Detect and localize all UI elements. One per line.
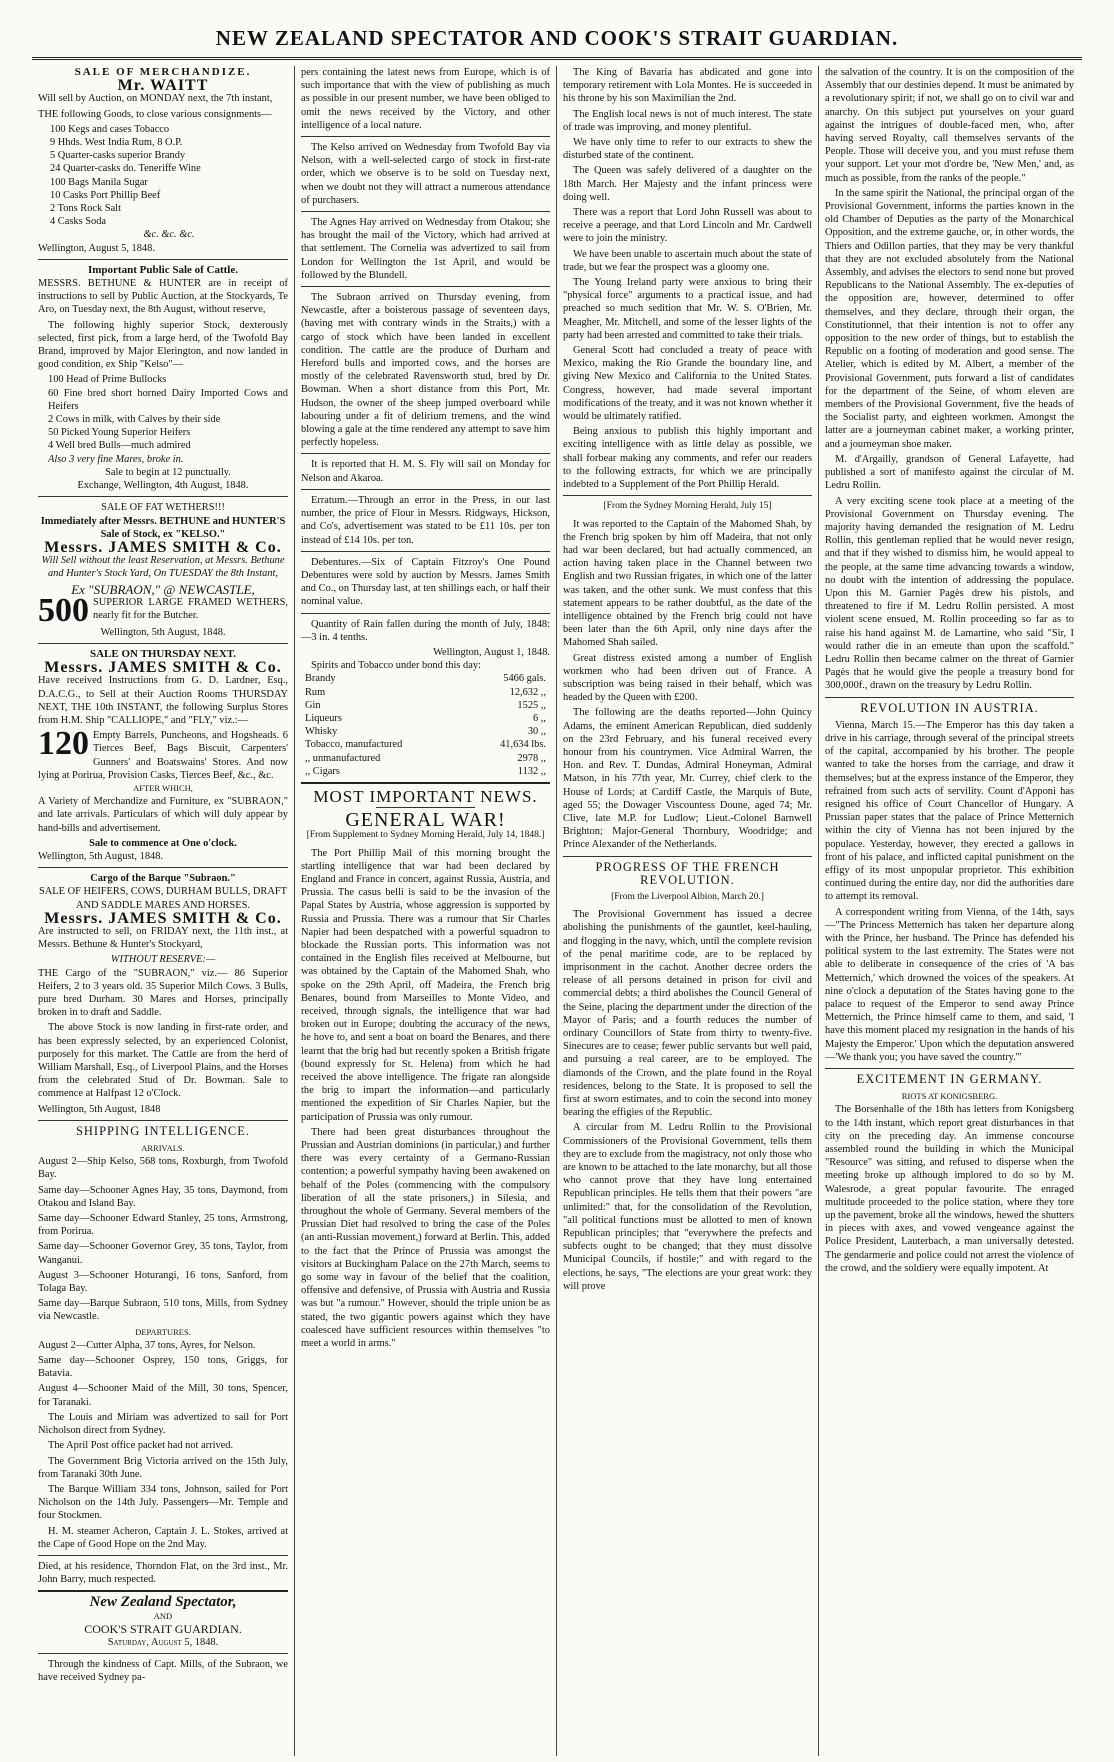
dateline: Exchange, Wellington, 4th August, 1848. bbox=[77, 480, 249, 492]
column-2 bbox=[294, 66, 556, 1756]
list-item: August 2—Ship Kelso, 568 tons, Roxburgh, from Twofold Bay. bbox=[38, 1156, 288, 1181]
paragraph: Great distress existed among a number of English workmen who had been driven out of France. A subscription was being raised in their behalf, which was headed by the Queen with £200. bbox=[563, 652, 812, 704]
divider bbox=[38, 496, 288, 497]
divider bbox=[38, 1590, 288, 1592]
divider bbox=[301, 782, 550, 784]
dateline: Wellington, August 1, 1848. bbox=[433, 646, 550, 658]
table-row: Brandy 5466 gals. bbox=[305, 673, 546, 685]
column-3 bbox=[556, 66, 818, 1756]
section-header-french: PROGRESS OF THE FRENCH REVOLUTION. bbox=[595, 859, 780, 887]
paragraph: The Kelso arrived on Wednesday from Twofold Bay via Nelson, with a well-selected cargo of stock in first-rate order, which we observe is to be sold on Tuesday next, when we doubt not they will attract a numerous attendance of purchasers. bbox=[301, 142, 550, 206]
smith-body: Are instructed to sell, on FRIDAY next, the 11th inst., at Messrs. Bethune & Hunter's Stockyard, bbox=[38, 925, 288, 951]
sale-time: Sale to commence at One o'clock. bbox=[89, 837, 237, 849]
fat-subheader: Immediately after Messrs. BETHUNE and HUNTER'S Sale of Stock, ex "KELSO." bbox=[40, 515, 286, 540]
paragraph: The Port Phillip Mail of this morning brought the startling intelligence that war had been declared by England and France in concert, against Russia, Austria, and Prussia. The casus belli is said to be the invasion of the Papal States by Austria, whose aggression is supported by Russia and Prussia. There was a rumour that Sir Charles Napier had been despatched with a powerful squadron to blockade the Russian ports. This information was not contained in the English files received at Melbourne, but was obtained by the Captain of the Mahomed Shah, who spoke on the 29th April, off Madeira, the French brig Benares, bound from Marseilles to Monte Video, and received, through signals, the intelligence that war had broken out in Europe; doubting the accuracy of the news, he hove to, and sent a boat on board the Benares, and there learnt that the brig had but recently spoken a British frigate (bound expressly for St. Helena) from which he had received the above intelligence. The frigate ran alongside the brig to impart the information—and particularly mentioned the expedition of Sir Charles Napier, but the participation of Prussia was only rumour. bbox=[301, 847, 550, 1123]
divider bbox=[301, 453, 550, 454]
divider bbox=[825, 697, 1074, 698]
paragraph: The following are the deaths reported—John Quincy Adams, the eminent American Republican, died suddenly on the 23rd February, and his funeral received every honour from his countrymen. Vice Admiral Warren, the Hon. and Rev. T. Dundas, Admiral Honeyman, Admiral Matson, in his 77th year, Mr. Currey, chief clerk to the House of Lords; at Cardiff Castle, the Marquis of Bute, aged 55; the Dowager Viscountess Doune, aged 74; Mr. Clive, late M.P. for Ludlow; Lieut.-Colonel Barnwell Brighton; Major-General Thornbury, Woodridge; and Prince Alexander of the Netherlands. bbox=[563, 707, 812, 851]
list-item: The Barque William 334 tons, Johnson, sailed for Port Nicholson on the 14th July. Passengers—Mr. Temple and four Stockmen. bbox=[38, 1483, 288, 1522]
paper-and: AND bbox=[153, 1610, 173, 1621]
paragraph: A very exciting scene took place at a meeting of the Provisional Government on Thursday evening. The majority having demanded the resignation of M. Ledru Rollin, this gentleman replied that he would never resign, and that if they wished to dismiss him, he would appeal to the people, at the same time advancing towards a window, no doubt with the intention of addressing the populace. Upon this M. Garnier Pagès drew his pistols, and threatened to fire if M. Ledru Rollin persisted. A most violent scene ensued, M. Rollin proceeding so far as to raise his hand against M. de Lamartine, who said "Sir, I would rather die in an emeute than upon the scaffold." Ledru Rollin then became calmer on the threat of Garnier Pagès that he would give the people a treasury bond for 300,000f., drawn on the treasury by Ledru Rollin. bbox=[825, 495, 1074, 692]
paragraph: Erratum.—Through an error in the Press, in our last number, the price of Flour in Messrs. Ridgways, Hickson, and Co's, advertisement was stated to be £11 10s. per ton instead of £14 10s. per ton. bbox=[301, 494, 550, 546]
list-item: August 2—Cutter Alpha, 37 tons, Ayres, for Nelson. bbox=[38, 1339, 256, 1351]
divider bbox=[38, 1120, 288, 1121]
leader-paragraph: Through the kindness of Capt. Mills, of the Subraon, we have received Sydney pa- bbox=[38, 1659, 288, 1684]
list-item: The Government Brig Victoria arrived on the 15th July, from Taranaki 30th June. bbox=[38, 1455, 288, 1480]
paragraph: It is reported that H. M. S. Fly will sail on Monday for Nelson and Akaroa. bbox=[301, 459, 550, 484]
paragraph: The King of Bavaria has abdicated and gone into temporary retirement with Lola Montes. He is succeeded in his throne by his son Maximilian the 2nd. bbox=[563, 67, 812, 105]
divider bbox=[38, 867, 288, 868]
list-item: The April Post office packet had not arrived. bbox=[48, 1440, 234, 1452]
paragraph: We have only time to refer to our extracts to shew the disturbed state of the continent. bbox=[563, 137, 812, 162]
paragraph: The Young Ireland party were anxious to bring their "physical force" arguments to a practical issue, and had preached so much sedition that Mr. W. S. O'Brien, Mr. Meagher, Mr. Mitchell, and some of the lesser lights of the party had been arrested and committed to take their trials. bbox=[563, 277, 812, 341]
table-row: ,, unmanufactured 2978 ,, bbox=[305, 752, 546, 764]
dateline: Wellington, 5th August, 1848. bbox=[38, 850, 164, 862]
column-1 bbox=[32, 66, 294, 1756]
lot-description: SUPERIOR LARGE FRAMED WETHERS, nearly fit for the Butcher. bbox=[93, 596, 288, 621]
list-item: Same day—Barque Subraon, 510 tons, Mills, from Sydney via Newcastle. bbox=[38, 1298, 288, 1323]
divider bbox=[563, 495, 812, 496]
dateline: Wellington, 5th August, 1848 bbox=[38, 1103, 161, 1115]
after-which-body: A Variety of Merchandize and Furniture, ex "SUBRAON," and late arrivals. Particulars of which will duly appear by hand-bills and advertisement. bbox=[38, 796, 288, 834]
list-item: The Louis and Miriam was advertized to sail for Port Nicholson direct from Sydney. bbox=[38, 1411, 288, 1437]
sale-header: SALE OF MERCHANDIZE. bbox=[74, 66, 252, 78]
cattle-body-2: The following highly superior Stock, dexterously selected, first pick, from a large herd, of the Twofold Bay Brand, improved by Major Elerington, and now landed in good condition, ex Ship "Kelso"— bbox=[38, 319, 288, 371]
list-item: Same day—Schooner Edward Stanley, 25 tons, Armstrong, from Porirua. bbox=[38, 1213, 288, 1238]
paragraph: Debentures.—Six of Captain Fitzroy's One Pound Debentures were sold by auction by Messrs. James Smith and Co., on Thursday last, at ten shillings each, or half their nominal value. bbox=[301, 556, 550, 608]
paragraph: The Agnes Hay arrived on Wednesday from Otakou; she has brought the mail of the Victory, which had arrived at that settlement. The Cornelia was advertized to sail from London for Wellington the 1st April, and would be followed by the Blundell. bbox=[301, 217, 550, 281]
lot-description: Empty Barrels, Puncheons, and Hogsheads. 6 Tierces Beef, Bags Biscuit, Carpenters' Gunners' and Boatswains' Stores. And now lying at Porirua, Provision Casks, Tierces Beef, &c., &c. bbox=[38, 730, 288, 781]
lot-count: 500 bbox=[38, 591, 89, 629]
paragraph: Quantity of Rain fallen during the month of July, 1848:—3 in. 4 tenths. bbox=[301, 618, 550, 643]
cattle-header: Important Public Sale of Cattle. bbox=[87, 263, 238, 276]
paragraph: the salvation of the country. It is on the composition of the Assembly that our destinies depend. It must be animated by a revolutionary spirit; if not, we shall go on to civil war and anarchy. On this subject put yourselves on your guard against the intrigues of double-faced men, who, after having served Royalty, call themselves servants of the People. Those will deceive you, and you must refuse them your support. Let your mot d'ordre be, 'New Men,' and, as much as possible, from the ranks of the people." bbox=[825, 67, 1074, 184]
list-item: 2 Cows in milk, with Calves by their side bbox=[48, 414, 221, 426]
paper-title: New Zealand Spectator, bbox=[89, 1594, 237, 1611]
headline-most-important: MOST IMPORTANT NEWS. bbox=[313, 786, 538, 806]
column-4 bbox=[818, 66, 1080, 1756]
paragraph: M. d'Argailly, grandson of General Lafayette, had published a sort of manifesto against the circular of M. Ledru Rollin. bbox=[825, 453, 1074, 492]
cattle-body: MESSRS. BETHUNE & HUNTER are in receipt of instructions to sell by Public Auction, at the Stockyards, Te Aro, on Tuesday next, the 8th August, without reserve, bbox=[38, 278, 288, 316]
section-header-austria: REVOLUTION IN AUSTRIA. bbox=[860, 700, 1039, 715]
list-item: August 4—Schooner Maid of the Mill, 30 tons, Spencer, for Taranaki. bbox=[38, 1383, 288, 1408]
departures-label: DEPARTURES. bbox=[135, 1326, 191, 1337]
divider bbox=[301, 136, 550, 137]
paragraph: Being anxious to publish this highly important and exciting intelligence with as little delay as possible, we shall forbear making any comments, and refer our readers to the following extracts, for which we are principally indebted to a Supplement of the Port Phillip Herald. bbox=[563, 426, 812, 491]
dateline: Wellington, August 5, 1848. bbox=[38, 242, 155, 254]
death-notice: Died, at his residence, Thorndon Flat, on the 3rd inst., Mr. John Barry, much respected. bbox=[38, 1560, 288, 1586]
divider bbox=[563, 856, 812, 857]
columns bbox=[32, 66, 1082, 1756]
fat-header: SALE OF FAT WETHERS!!! bbox=[101, 502, 225, 514]
goods-list bbox=[38, 123, 288, 242]
table-row: Gin 1525 ,, bbox=[305, 699, 546, 711]
smith-ship: Ex "SUBRAON," @ NEWCASTLE, bbox=[71, 581, 255, 597]
list-item: 10 Casks Port Phillip Beef bbox=[50, 189, 161, 201]
source-citation: [From Supplement to Sydney Morning Herald, July 14, 1848.] bbox=[306, 830, 545, 841]
divider bbox=[301, 211, 550, 212]
headline-general-war: GENERAL WAR! bbox=[345, 809, 506, 832]
auction-body: THE following Goods, to close various consignments— bbox=[38, 108, 272, 120]
auctioneer-name: Messrs. JAMES SMITH & Co. bbox=[44, 538, 282, 556]
cargo-subheader: SALE OF HEIFERS, COWS, DURHAM BULLS, DRAFT AND SADDLE MARES AND HORSES. bbox=[39, 886, 287, 911]
table-row: Rum 12,632 ,, bbox=[305, 686, 546, 698]
stores-lot bbox=[38, 725, 288, 782]
list-item: 2 Tons Rock Salt bbox=[50, 203, 121, 215]
list-item: Same day—Schooner Osprey, 150 tons, Griggs, for Batavia. bbox=[38, 1355, 288, 1380]
list-item: &c. &c. &c. bbox=[143, 229, 195, 241]
list-item: 100 Head of Prime Bullocks bbox=[48, 374, 167, 386]
divider bbox=[38, 1555, 288, 1556]
dateline: Wellington, 5th August, 1848. bbox=[100, 626, 226, 638]
section-header-germany: EXCITEMENT IN GERMANY. bbox=[856, 1072, 1043, 1087]
paragraph: It was reported to the Captain of the Mahomed Shah, by the French brig spoken by him off Madeira, that not only had war been declared, but had actually commenced, an action having taken place in the Channel between two English and two Russian frigates, in which one of the latter was taken, and the other sunk. We must confess that this statement appears to be rather doubtful, as the date of the intelligence obtained by the French brig could not have been later than the 6th April, only nine days after the Mahomed Shah sailed. bbox=[563, 518, 812, 649]
auction-intro: Will sell by Auction, on MONDAY next, the 7th instant, bbox=[38, 93, 273, 105]
smith-body: Will Sell without the least Reservation, at Messrs. Bethune and Hunter's Stock Yard, On TUESDAY the 8th Instant, bbox=[41, 555, 285, 580]
paragraph: There had been great disturbances throughout the Prussian and Austrian dominions (in particular,) and further there was every certainty of a Germano-Russian contention; a powerful sympathy having been awakened on behalf of the Poles (commencing with the compulsory liberation of all the state prisoners,) in Silesia, and throughout the whole of Germany. Several members of the Prussian Diet had resolved to bring the case of the Poles (an anti-Russian movement,) forward at Berlin. This, added to the fact that the Prince of Prussia was amongst the visitors at Buckingham Palace on the 27th March, seems to go some way in favour of the belief that the coalition, offensive and defensive, of Prussia with Austria and Russia was but "a rumour." However, should the triple union be as stated, the two gigantic powers against which they have coalesced have sufficient resources within themselves "to meet a world in arms." bbox=[301, 1126, 550, 1350]
paragraph: The Queen was safely delivered of a daughter on the 18th March. Her Majesty and the infant princess were doing well. bbox=[563, 165, 812, 203]
auctioneer-name: Messrs. JAMES SMITH & Co. bbox=[44, 909, 282, 927]
list-item: 5 Quarter-casks superior Brandy bbox=[50, 150, 186, 162]
list-item: 100 Kegs and cases Tobacco bbox=[50, 123, 170, 135]
table-row: Whisky 30 ,, bbox=[305, 726, 546, 738]
divider bbox=[301, 489, 550, 490]
list-item: Same day—Schooner Governor Grey, 35 tons, Taylor, from Wanganui. bbox=[38, 1241, 288, 1266]
divider bbox=[301, 551, 550, 552]
cattle-list bbox=[38, 373, 288, 479]
bond-intro: Spirits and Tobacco under bond this day: bbox=[311, 660, 481, 672]
cargo-header: Cargo of the Barque "Subraon." bbox=[90, 873, 236, 885]
table-row: ,, Cigars 1132 ,, bbox=[305, 765, 546, 777]
list-item: 100 Bags Manila Sugar bbox=[50, 176, 148, 188]
lot-count: 120 bbox=[38, 725, 89, 763]
paragraph: The Subraon arrived on Thursday evening, from Newcastle, after a boisterous passage of seventeen days, (having met with contrary winds in the Straits,) with a cargo of stock which have been landed in excellent condition. The cattle are the produce of Durham and Hereford bulls and imported cows, and the horses are mostly of the celebrated Ravensworth stud, bred by Dr. Bowman. When a short distance from this Port, Mr. Hudson, the owner of the sheep jumped overboard while labouring under a fit of delirium tremens, and the wind blowing a gale at the time rendered any attempt to save him perfectly hopeless. bbox=[301, 292, 550, 449]
paragraph: General Scott had concluded a treaty of peace with Mexico, making the Rio Grande the boundary line, and giving New Mexico and California to the United States. Congress, however, had made several important modifications of the treaty, and it was not known whether it would be ultimately ratified. bbox=[563, 345, 812, 423]
list-item: 60 Fine bred short horned Dairy Imported Cows and Heifers bbox=[48, 387, 288, 412]
paragraph: pers containing the latest news from Europe, which is of such importance that with the view of publishing as much as possible in our present number, we have been obliged to omit the news received by the Victory, and other intelligence of a local nature. bbox=[301, 67, 550, 131]
smith-body: Have received Instructions from G. D. Lardner, Esq., D.A.C.G., to Sell at their Auction Rooms THURSDAY NEXT, THE 10th INSTANT, the following Surplus Stores from H.M. Ship "CALLIOPE," and "FLY," viz.:— bbox=[38, 675, 288, 726]
list-item: 50 Picked Young Superior Heifers bbox=[48, 427, 191, 439]
paragraph: There was a report that Lord John Russell was about to receive a peerage, and that Lord Lincoln and Mr. Cardwell were to join the ministry. bbox=[563, 207, 812, 245]
paragraph: A correspondent writing from Vienna, of the 14th, says—"The Princess Metternich has taken her departure along with the Prince, her husband. The Prince has defended his political system to the last extremity. The States were not able to deliberate in consequence of the cries of 'A bas Metternich,' which drowned the voices of the speakers. At nine o'clock a deputation of the States having gone to the palace to request of the Emperor to send away Prince Metternich, the Prince himself came to them, and said, 'I have this moment placed my resignation in the hands of his Majesty the Emperor.' Upon which the deputation answered—'We thank you; you have saved the country.'" bbox=[825, 906, 1074, 1063]
divider bbox=[38, 259, 288, 260]
paragraph: In the same spirit the National, the principal organ of the Provisional Government, informs the parties known in the old Chamber of Deputies as the party of the Monarchical Opposition, and the extreme gauche, or, in other words, the Thiers and Odillon parties, that they may be very thankful that they are not excluded absolutely from the National Assembly, and advises the electors to send none but proved Republicans to the National Assembly. The ex-deputies of the opposition are, however, determined to offer themselves, and they declare, through their organ, the Constitutionnel, that their intention is not to offer any opposition to the new order of things, but to establish the Republic on a footing of moderation and good sense. The Atelier, which is edited by M. Albert, a member of the Provisional Government, puts forward a list of candidates for the department of the Seine, of whom eleven are members of the Provisional Government, five the heads of the Socialist party, and eighteen workmen. Amongst the latter are a journeyman cabinet maker, a working printer, and a journeyman shoe maker. bbox=[825, 187, 1074, 450]
list-item: 4 Well bred Bulls—much admired bbox=[48, 440, 191, 452]
cargo-details: The above Stock is now landing in first-rate order, and has been expressly selected, by an experienced Colonist, purposely for this market. The Cattle are from the herd of William Marshall, Esq., of Liverpool Plains, and the Horses from the celebrated Stud of Dr. Bowman. Sale to commence at Halfpast 12 o'Clock. bbox=[38, 1022, 288, 1100]
masthead: NEW ZEALAND SPECTATOR AND COOK'S STRAIT GUARDIAN. bbox=[32, 26, 1082, 60]
divider bbox=[825, 1068, 1074, 1069]
paper-subtitle: COOK'S STRAIT GUARDIAN. bbox=[84, 1621, 242, 1636]
thursday-header: SALE ON THURSDAY NEXT. bbox=[89, 647, 237, 660]
bond-table bbox=[301, 672, 550, 778]
divider bbox=[38, 1653, 288, 1654]
table-row: Liqueurs 6 ,, bbox=[305, 712, 546, 724]
divider bbox=[376, 807, 476, 808]
wethers-lot bbox=[38, 591, 288, 629]
table-row: Tobacco, manufactured 41,634 lbs. bbox=[305, 739, 546, 751]
auctioneer-name: Messrs. JAMES SMITH & Co. bbox=[44, 659, 282, 677]
paragraph: The English local news is not of much interest. The state of trade was improving, and money plentiful. bbox=[563, 108, 812, 133]
paragraph: We have been unable to ascertain much about the state of trade, but we fear the prospect was a gloomy one. bbox=[563, 248, 812, 273]
divider bbox=[301, 613, 550, 614]
list-item: H. M. steamer Acheron, Captain J. L. Stokes, arrived at the Cape of Good Hope on the 2nd May. bbox=[38, 1525, 288, 1550]
shipping-header: SHIPPING INTELLIGENCE. bbox=[75, 1123, 251, 1138]
list-item: 9 Hhds. West India Rum, 8 O.P. bbox=[50, 137, 183, 149]
after-which: AFTER WHICH, bbox=[133, 782, 193, 793]
divider bbox=[301, 286, 550, 287]
paragraph: A circular from M. Ledru Rollin to the Provisional Commissioners of the Provisional Government, tells them they are to exclude from the magistracy, not only those who are known to be attached to the late monarchy, but all those who cannot prove that they have long entertained Republican principles. He tells them that their powers "are unlimited:" that, for the consolidation of the Revolution, "all political functions must be allotted to men of known Republican principles; that "everywhere the prefects and subfects ought to be changed; that they must dissolve Municipal Councils, if hostile;" and with regard to the elections, he says, "The elections are your great work: they will prove bbox=[563, 1122, 812, 1292]
paragraph: The Borsenhalle of the 18th has letters from Konigsberg to the 14th instant, which report great disturbances in that city on the preceding day. An immense concourse assembled round the building in which the Municipal "Resource" was sitting, and refused to disperse when the meeting broke up although implored to do so by M. Walesrode, a great popular favourite. The enraged multitude proceeded to the police station, where they tore up the pavement, broke all the windows, hewed the shutters in pieces with axes, and vowed vengeance against the Police President, Lauterbach, a man universally detested. The gendarmerie and police could not arrest the violence of the crowd, and the soldiery were equally impotent. At bbox=[825, 1104, 1074, 1274]
arrivals-label: ARRIVALS. bbox=[141, 1143, 185, 1154]
without-reserve: WITHOUT RESERVE:— bbox=[110, 954, 216, 966]
subheader-konigsberg: RIOTS AT KONIGSBERG. bbox=[901, 1091, 998, 1102]
paper-date: Saturday, August 5, 1848. bbox=[107, 1636, 219, 1648]
list-item: Same day—Schooner Agnes Hay, 35 tons, Daymond, from Otakou and Island Bay. bbox=[38, 1184, 288, 1209]
list-item: 24 Quarter-casks do. Teneriffe Wine bbox=[50, 163, 201, 175]
cargo-list: THE Cargo of the "SUBRAON," viz.— 86 Superior Heifers, 2 to 3 years old. 35 Superior Milch Cows. 3 Bulls, pure bred Durham. 30 Mares and Horses, principally broken in to draft and Saddle. bbox=[38, 967, 288, 1019]
source-citation: [From the Sydney Morning Herald, July 15] bbox=[603, 501, 772, 512]
list-item: August 3—Schooner Hoturangi, 16 tons, Sanford, from Tolaga Bay. bbox=[38, 1269, 288, 1295]
paragraph: The Provisional Government has issued a decree abolishing the punishments of the gauntlet, keel-hauling, and flogging in the navy, which, until the complete revision of the penal maritime code, are to be replaced by imprisonment in the cachot. Another decree orders the release of all persons detained in prison for civil and commercial debts; a third abolishes the Council General of the Seine, placing the department under the direction of the Mayor of Paris; and a fourth reduces the number of ordinary Councillors of State from thirty to twenty-five. Sinecures are to cease; fewer public servants but well paid, and pursuing a real career, are to be employed. The diamonds of the Crown, and the plate found in the Royal residences, belong to the State. It is proposed to sell the first at sworn estimates, and to coin the second into money bearing the effigies of the Republic. bbox=[563, 909, 812, 1119]
auctioneer-name: Mr. WAITT bbox=[117, 77, 209, 95]
divider bbox=[38, 643, 288, 644]
source-citation: [From the Liverpool Albion, March 20.] bbox=[611, 891, 764, 902]
paragraph: Vienna, March 15.—The Emperor has this day taken a drive in his carriage, through several of the principal streets of the capital, accompanied by his brother. The people wanted to take the horses from the carriage, and draw it themselves; but at the express instance of the Emperor, they refrained from such acts of servility. Count d'Apponi has resigned his office of Court Chancellor of Hungary. A Prussian paper states that the palace of Prince Metternich within the city of Vienna has not been injured by the populace. Yesterday, however, they erected a gallows in front of his palace, and inflicted capital punishment on the effigy of its most unpopular proprietor. This exhibition continued during the entire day, nor did the authorities dare to attempt its removal. bbox=[825, 719, 1074, 903]
list-item: 4 Casks Soda bbox=[50, 216, 106, 228]
list-item: Sale to begin at 12 punctually. bbox=[105, 466, 231, 478]
list-item: Also 3 very fine Mares, broke in. bbox=[48, 453, 184, 465]
